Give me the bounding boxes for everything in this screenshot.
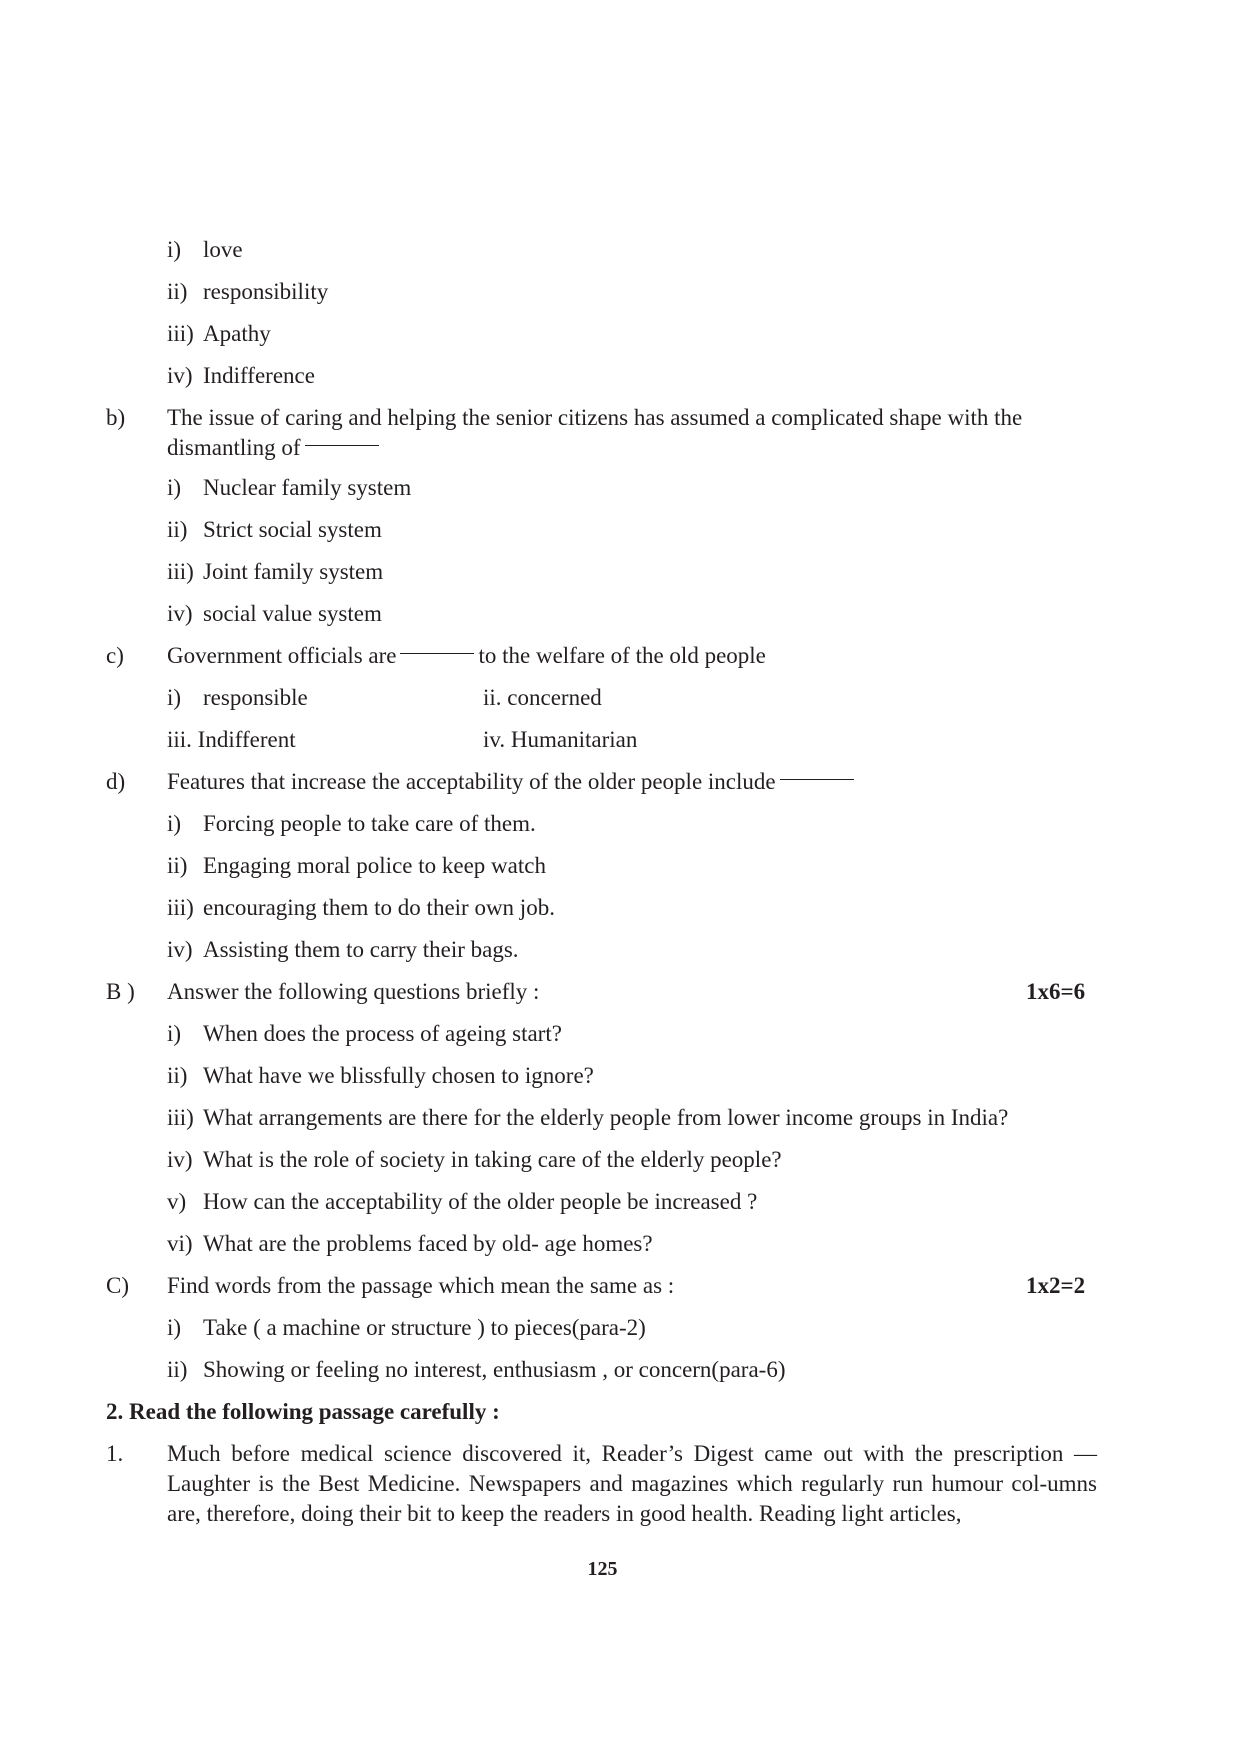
q-b-option-2: ii) Strict social system [167,517,382,542]
page-number: 125 [587,1558,618,1580]
section-b-question-6: vi) What are the problems faced by old- age homes? [167,1231,653,1256]
q-d-text: Features that increase the acceptability of the older people include [167,767,1097,797]
section-c-instruction: Find words from the passage which mean the same as : [167,1273,675,1298]
q-b-option-1: i) Nuclear family system [167,475,412,500]
q-c-option-1: i) responsible [167,685,308,710]
section-b-label: B ) [106,979,135,1004]
q-c-text: Government officials are to the welfare of the old people [167,643,766,668]
passage-paragraph: Much before medical science discovered it, Reader’s Digest came out with the prescription — Laughter is the Best Medicine. Newspapers and magazines which regularly run humour col-umns are, therefore, doing their bit to keep the readers in good health. Reading light articles, [167,1441,1097,1526]
q-b-text: The issue of caring and helping the senior citizens has assumed a complicated shape with the dismantling of [167,405,1023,460]
q-d-option-2: ii) Engaging moral police to keep watch [167,853,546,878]
section-c-label: C) [106,1273,129,1298]
q-b-option-4: iv) social value system [167,601,382,626]
paragraph-number: 1. [106,1441,124,1466]
q-d-option-3: iii) encouraging them to do their own job. [167,895,555,920]
q-c-option-2: ii. concerned [483,685,602,710]
q-d-option-4: iv) Assisting them to carry their bags. [167,937,519,962]
q-b-option-3: iii) Joint family system [167,559,384,584]
q-d-label: d) [106,769,126,794]
section-b-question-3: iii) What arrangements are there for the elderly people from lower income groups in India? [167,1105,1009,1130]
section-c-marks: 1x2=2 [1026,1273,1086,1298]
q-a-option-1: i) love [167,237,243,262]
section-b-question-5: v) How can the acceptability of the older people be increased ? [167,1189,758,1214]
blank-line [400,653,474,654]
section-b-question-2: ii) What have we blissfully chosen to ignore? [167,1063,594,1088]
q-a-option-2: ii) responsibility [167,279,329,304]
q-c-label: c) [106,643,124,668]
q-a-option-3: iii) Apathy [167,321,271,346]
section-b-question-4: iv) What is the role of society in taking care of the elderly people? [167,1147,782,1172]
section-b-question-1: i) When does the process of ageing start? [167,1021,562,1046]
blank-line [305,445,379,446]
section-b-instruction: Answer the following questions briefly : [167,979,540,1004]
section-b-marks: 1x6=6 [1026,979,1086,1004]
q-c-option-4: iv. Humanitarian [483,727,638,752]
q-b-label: b) [106,405,126,430]
q-a-option-4: iv) Indifference [167,363,315,388]
q-d-option-1: i) Forcing people to take care of them. [167,811,536,836]
q-c-option-3: iii. Indifferent [167,727,296,752]
section-heading: 2. Read the following passage carefully : [106,1399,500,1424]
section-c-question-1: i) Take ( a machine or structure ) to pieces(para-2) [167,1315,646,1340]
blank-line [780,779,854,780]
section-c-question-2: ii) Showing or feeling no interest, enthusiasm , or concern(para-6) [167,1357,786,1382]
